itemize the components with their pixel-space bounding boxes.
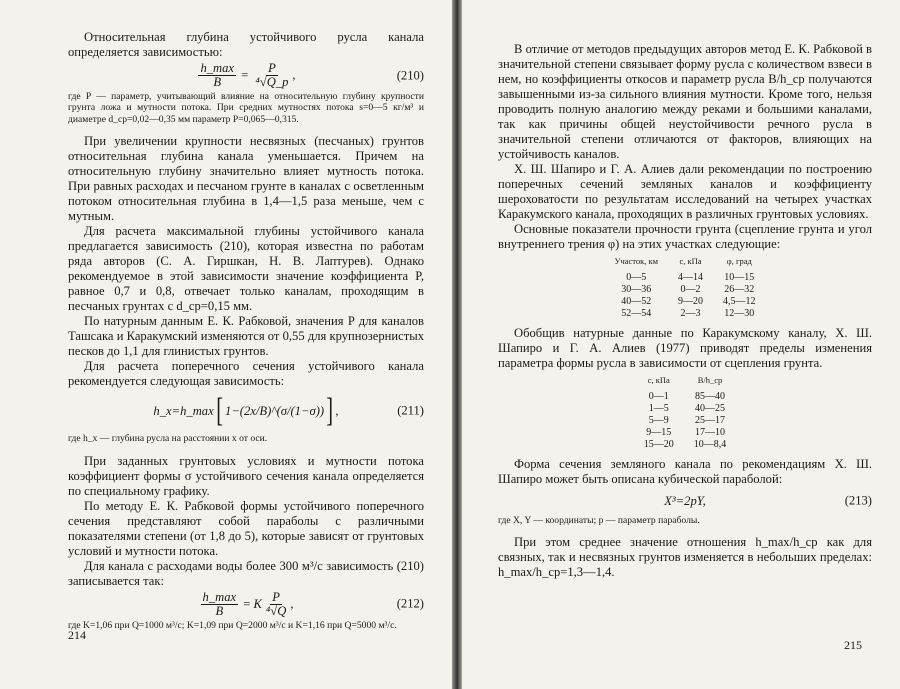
equation-body: 1−(2x/B)^(σ/(1−σ)) xyxy=(225,403,325,418)
left-page-content xyxy=(68,30,424,631)
table-cell: 52—54 xyxy=(621,308,652,319)
table-cell: 15—20 xyxy=(643,439,674,450)
paragraph: При увеличении крупности несвязных (песчаных) грунтов относительная глубина канала уменьшается. Причем на относительную глубину значительно влияет мутность потока. При равных расходах и песчаном грунте в каналах с осветленным потоком относительная глубина в 1,4—1,5 раза меньше, чем с мутным. xyxy=(68,134,424,224)
table-row xyxy=(634,439,737,451)
table-cell: 5—9 xyxy=(648,415,669,426)
equation-lhs: h_x=h_max xyxy=(153,403,214,418)
denominator: ⁴√Q_р xyxy=(255,75,289,89)
equation-212: $\frac{h\_\max}{B}$ = K $\frac{P}{\text{⁴√Q}}$ , (212) xyxy=(202,589,424,618)
column-header: φ, град xyxy=(726,256,752,266)
paragraph: Основные показатели прочности грунта (сцепление грунта и угол внутреннего трения φ) на этих участках следующие: xyxy=(498,222,872,251)
table-cell: 12—30 xyxy=(724,308,755,319)
column-header: B/h_ср xyxy=(697,375,723,385)
column-header: Участок, км xyxy=(614,256,659,266)
table-cell: 0—1 xyxy=(648,391,669,402)
equation-note: где P — параметр, учитывающий влияние на относительную глубину крупности грунта ложа и мутности потока. При средних мутностях потока s=0—5 кг/м³ и диаметре d_ср=0,02—0,35 мм параметр P=0,065—0,315. xyxy=(68,91,424,125)
equation-number: (211) xyxy=(397,403,424,418)
paragraph: При этом среднее значение отношения h_max/h_ср как для связных, так и несвязных грунтов изменяется в небольших пределах: h_max/h_ср=1,3—1,4. xyxy=(498,535,872,580)
table-cell: 25—17 xyxy=(695,415,725,426)
fraction xyxy=(198,62,236,89)
page-number: 214 xyxy=(68,628,86,642)
paragraph: Форма сечения земляного канала по рекомендациям Х. Ш. Шапиро может быть описана кубической параболой: xyxy=(498,457,872,486)
equation-note: где h_x — глубина русла на расстоянии x от оси. xyxy=(68,433,268,445)
table-cell: 40—52 xyxy=(621,296,652,307)
equation-number: (212) xyxy=(396,596,424,611)
table-cell: 10—8,4 xyxy=(693,439,727,450)
equation-note: где X, Y — координаты; p — параметр параболы. xyxy=(498,515,700,526)
table-cell: 4,5—12 xyxy=(723,296,756,307)
table-cell: 40—25 xyxy=(695,403,725,414)
table-row xyxy=(634,403,737,415)
coefficient: K xyxy=(253,596,262,611)
paragraph: Для канала с расходами воды более 300 м³/с зависимость (210) записывается так: xyxy=(68,558,424,588)
fraction xyxy=(253,62,290,89)
equation-213 xyxy=(498,489,872,513)
table-row xyxy=(604,284,765,296)
column-header: с, кПа xyxy=(647,375,670,385)
equation-body: X³=2pY, xyxy=(664,493,706,508)
fraction xyxy=(201,591,239,618)
table-row xyxy=(604,272,765,284)
right-page xyxy=(462,0,900,689)
equation-210: $\frac{h\_\max}{B}$ = $\frac{P}{\text{⁴√Q\_р}}$ , (210) xyxy=(200,61,424,89)
table-row xyxy=(634,427,737,439)
table-row xyxy=(604,308,765,320)
denominator: ⁴√Q xyxy=(265,603,287,618)
denominator: B xyxy=(213,75,222,89)
paragraph: Обобщив натурные данные по Каракумскому каналу, Х. Ш. Шапиро и Г. А. Алиев (1977) приводят пределы изменения параметра формы русла в зависимости от сцепления грунта. xyxy=(498,326,872,370)
denominator: B xyxy=(215,603,224,618)
table-cell: 0—5 xyxy=(626,272,647,283)
table-cell: 26—32 xyxy=(724,284,755,295)
numerator: P xyxy=(268,61,276,75)
table-row xyxy=(634,415,737,427)
right-page-content xyxy=(498,42,872,580)
paragraph: Для расчета максимальной глубины устойчивого канала предлагается зависимость (210), которая известна по работам ряда авторов (С. А. Гиршкан, Н. В. Лаптурев). Однако рекомендуемое в этой зависимости значение коэффициента P, равное 0,7 и 0,8, отвечает только каналам, проходящим в песчаных грунтах с d_ср=0,15 мм. xyxy=(68,224,424,314)
table-header-row xyxy=(604,256,765,272)
numerator: h_max xyxy=(202,589,237,604)
paragraph: В отличие от методов предыдущих авторов метод Е. К. Рабковой в значительной степени связывает форму русла с количеством взвеси в нем, но коэффициенты откосов и параметр русла B/h_ср получаются завышенными из-за сильного влияния мутности. Кроме того, нельзя проводить полную аналогию между реками и большими каналами, так как причины общей неустойчивости речного русла в значительной степени отличаются от факторов, влияющих на устойчивость каналов. xyxy=(498,42,872,161)
table-cell: 17—10 xyxy=(695,427,725,438)
paragraph: При заданных грунтовых условиях и мутности потока коэффициент формы σ устойчивого сечения канала определяется по специальному графику. xyxy=(68,453,424,498)
table-cell: 30—36 xyxy=(621,284,652,295)
fraction xyxy=(264,591,288,618)
paragraph: По натурным данным Е. К. Рабковой, значения P для каналов Ташсака и Каракумский изменяются от 0,55 для крупнозернистых песков до 1,1 для глинистых грунтов. xyxy=(68,314,424,359)
column-header: с, кПа xyxy=(679,256,702,266)
paragraph: Х. Ш. Шапиро и Г. А. Алиев дали рекомендации по построению поперечных сечений земляных каналов и коэффициенту шероховатости по результатам исследований на четырех участках Каракумского канала, проходящих в различных грунтовых условиях. xyxy=(498,162,872,221)
table-header-row xyxy=(634,375,737,391)
table-cell: 0—2 xyxy=(680,284,701,295)
table-cell: 9—20 xyxy=(678,296,704,307)
equation-number: (213) xyxy=(844,493,872,508)
paragraph: Для расчета поперечного сечения устойчивого канала рекомендуется следующая зависимость: xyxy=(68,359,424,389)
numerator: P xyxy=(272,589,280,604)
cohesion-table xyxy=(634,375,737,451)
equation-note: где K=1,06 при Q=1000 м³/с; K=1,09 при Q=2000 м³/с и K=1,16 при Q=5000 м³/с. xyxy=(68,619,397,631)
table-cell: 1—5 xyxy=(648,403,669,414)
table-cell: 10—15 xyxy=(724,272,755,283)
table-row xyxy=(604,296,765,308)
soil-strength-table xyxy=(604,256,765,320)
table-cell: 4—14 xyxy=(678,272,704,283)
table-cell: 2—3 xyxy=(680,308,701,319)
equation-number: (210) xyxy=(396,68,424,82)
table-cell: 85—40 xyxy=(695,391,725,402)
equation-211: h_x=h_max [ 1−(2x/B)^(σ/(1−σ)) ] , (211) xyxy=(153,392,424,430)
book-gutter xyxy=(452,0,462,689)
page-number: 215 xyxy=(844,638,862,652)
table-row xyxy=(634,391,737,403)
paragraph: Относительная глубина устойчивого русла канала определяется зависимостью: xyxy=(68,30,424,59)
table-cell: 9—15 xyxy=(646,427,672,438)
paragraph: По методу Е. К. Рабковой формы устойчивого поперечного сечения представляют собой параболы с различными показателями степени (от 1,8 до 5), которые зависят от грунтовых условий и мутности потока. xyxy=(68,498,424,558)
numerator: h_max xyxy=(200,61,235,75)
